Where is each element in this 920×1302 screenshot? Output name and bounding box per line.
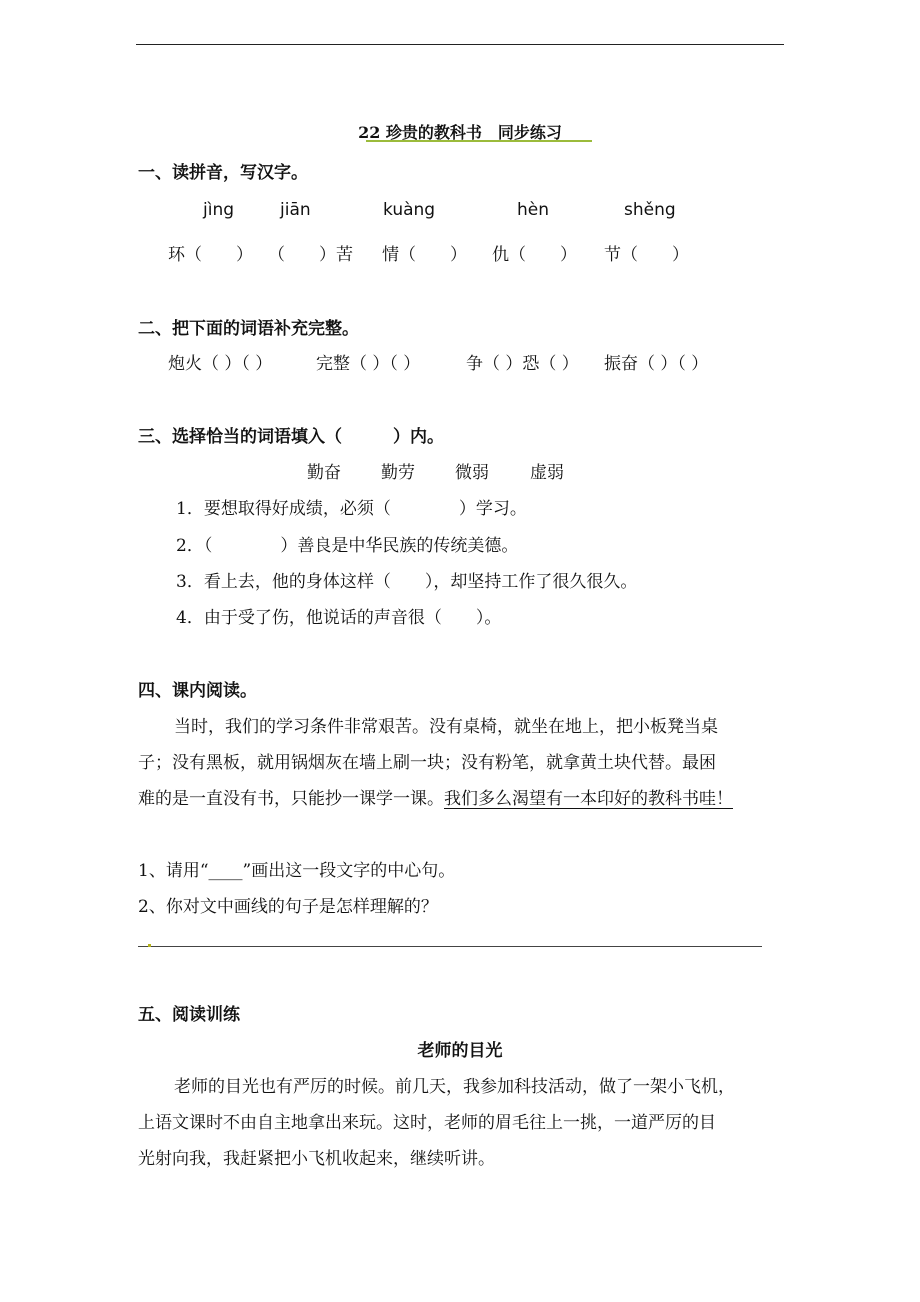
story-line-1: 老师的目光也有严厉的时候。前几天，我参加科技活动，做了一架小飞机， bbox=[174, 1077, 735, 1097]
reading-question-1: 1、请用“____”画出这一段文字的中心句。 bbox=[138, 861, 456, 881]
title-underline bbox=[366, 140, 592, 142]
header-rule bbox=[136, 44, 784, 45]
blank-item-5: 节（ ） bbox=[604, 245, 689, 265]
story-line-2: 上语文课时不由自主地拿出来玩。这时，老师的眉毛往上一挑，一道严厉的目 bbox=[138, 1113, 716, 1133]
idiom-item-1: 炮火（ ）（ ） bbox=[168, 354, 273, 374]
blank-item-3: 情（ ） bbox=[382, 245, 467, 265]
story-title: 老师的目光 bbox=[417, 1041, 503, 1061]
story-line-3: 光射向我，我赶紧把小飞机收起来，继续听讲。 bbox=[138, 1149, 495, 1169]
fill-question-2: 2．（ ）善良是中华民族的传统美德。 bbox=[176, 536, 519, 556]
word-choice-4: 虚弱 bbox=[530, 463, 564, 483]
reading-question-2: 2、你对文中画线的句子是怎样理解的？ bbox=[138, 897, 438, 917]
underlined-sentence: 我们多么渴望有一本印好的教科书哇！ bbox=[444, 789, 733, 809]
idiom-item-4: 振奋（ ）（ ） bbox=[604, 354, 709, 374]
fill-question-1: 1．要想取得好成绩，必须（ ）学习。 bbox=[176, 499, 527, 519]
pinyin-3: kuàng bbox=[383, 200, 436, 220]
highlight-mark bbox=[148, 944, 151, 947]
pinyin-5: shěng bbox=[624, 200, 676, 220]
word-choice-2: 勤劳 bbox=[381, 463, 415, 483]
reading-line-3 bbox=[138, 784, 733, 809]
blank-item-4: 仇（ ） bbox=[492, 245, 577, 265]
blank-item-1: 环（ ） bbox=[168, 245, 253, 265]
page-title: 22 珍贵的教科书 同步练习 bbox=[358, 123, 562, 142]
fill-question-4: 4．由于受了伤，他说话的声音很（ ）。 bbox=[176, 608, 502, 628]
section2-heading: 二、把下面的词语补充完整。 bbox=[138, 319, 359, 339]
section1-heading: 一、读拼音，写汉字。 bbox=[138, 163, 308, 183]
answer-line[interactable] bbox=[138, 946, 762, 947]
reading-line-2: 子；没有黑板，就用锅烟灰在墙上刷一块；没有粉笔，就拿黄土块代替。最困 bbox=[138, 753, 716, 773]
word-choice-1: 勤奋 bbox=[307, 463, 341, 483]
idiom-item-2: 完整（ ）（ ） bbox=[316, 354, 421, 374]
section3-heading: 三、选择恰当的词语填入（ ）内。 bbox=[138, 427, 444, 447]
reading-line-3-plain: 难的是一直没有书，只能抄一课学一课。 bbox=[138, 789, 444, 809]
word-choice-3: 微弱 bbox=[455, 463, 489, 483]
reading-line-1: 当时，我们的学习条件非常艰苦。没有桌椅，就坐在地上，把小板凳当桌 bbox=[174, 717, 718, 737]
section5-heading: 五、阅读训练 bbox=[138, 1005, 240, 1025]
pinyin-2: jiān bbox=[280, 200, 311, 220]
fill-question-3: 3．看上去，他的身体这样（ ），却坚持工作了很久很久。 bbox=[176, 572, 638, 592]
idiom-item-3: 争（ ）恐（ ） bbox=[466, 354, 579, 374]
pinyin-1: jìng bbox=[203, 200, 235, 220]
blank-item-2: （ ）苦 bbox=[268, 245, 353, 265]
pinyin-4: hèn bbox=[517, 200, 550, 220]
section4-heading: 四、课内阅读。 bbox=[138, 681, 257, 701]
